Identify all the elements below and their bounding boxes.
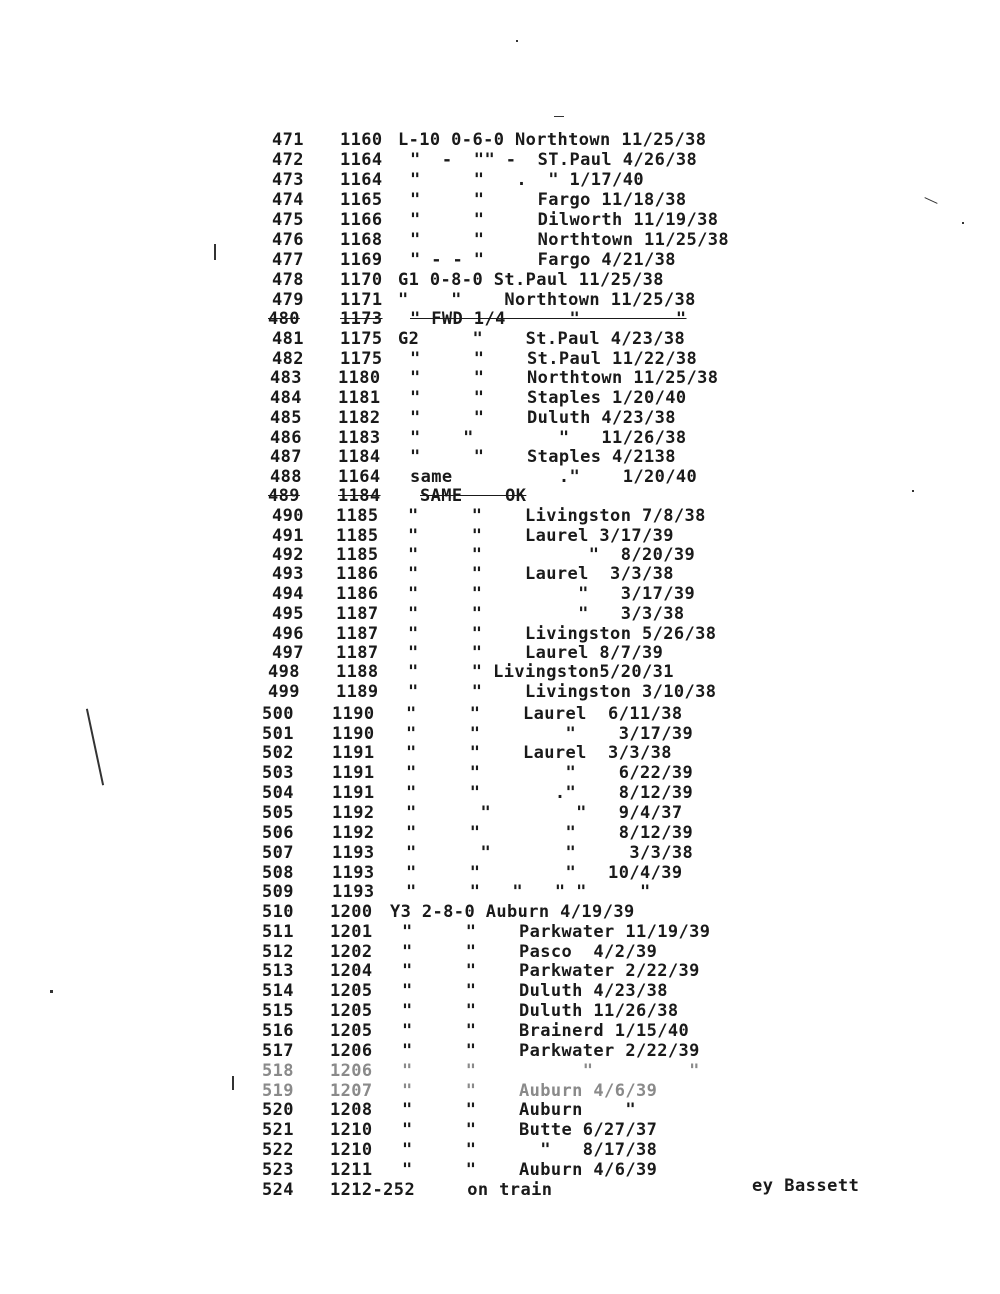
table-row	[0, 506, 1000, 526]
engine-number: 1190	[332, 704, 375, 724]
engine-number: 1205	[330, 1021, 373, 1041]
table-row	[0, 388, 1000, 408]
entry-details: " " " 3/17/39	[408, 584, 696, 604]
engine-number: 1193	[332, 882, 375, 902]
entry-details: " " Laurel 3/3/38	[406, 743, 672, 763]
entry-details: " " Parkwater 2/22/39	[402, 961, 700, 981]
engine-number: 1200	[330, 902, 373, 922]
entry-number: 488	[270, 467, 302, 487]
table-row	[0, 447, 1000, 467]
table-row	[0, 783, 1000, 803]
entry-number: 494	[272, 584, 304, 604]
table-row	[0, 704, 1000, 724]
table-row	[0, 1061, 1000, 1081]
entry-number: 511	[262, 922, 294, 942]
engine-number: 1192	[332, 803, 375, 823]
engine-number: 1166	[340, 210, 383, 230]
table-row	[0, 210, 1000, 230]
entry-details: " " . " 1/17/40	[410, 170, 644, 190]
engine-number: 1164	[340, 150, 383, 170]
entry-details: " " Dilworth 11/19/38	[410, 210, 719, 230]
entry-number: 485	[270, 408, 302, 428]
table-row	[0, 270, 1000, 290]
entry-number: 491	[272, 526, 304, 546]
entry-number: 478	[272, 270, 304, 290]
engine-number: 1164	[338, 467, 381, 487]
engine-number: 1207	[330, 1081, 373, 1101]
table-row	[0, 863, 1000, 883]
entry-number: 490	[272, 506, 304, 526]
entry-number: 515	[262, 1001, 294, 1021]
table-row	[0, 902, 1000, 922]
engine-number: 1175	[340, 349, 383, 369]
entry-number: 479	[272, 290, 304, 310]
engine-number: 1171	[340, 290, 383, 310]
engine-number: 1202	[330, 942, 373, 962]
engine-number: 1183	[338, 428, 381, 448]
entry-details: " " Livingston 3/10/38	[408, 682, 717, 702]
entry-details: " " Livingston5/20/31	[408, 662, 674, 682]
entry-number: 471	[272, 130, 304, 150]
entry-details: " " Duluth 11/26/38	[402, 1001, 679, 1021]
entry-number: 476	[272, 230, 304, 250]
table-row	[0, 743, 1000, 763]
entry-details: " " " 8/12/39	[406, 823, 694, 843]
entry-number: 513	[262, 961, 294, 981]
entry-number: 497	[272, 643, 304, 663]
engine-number: 1169	[340, 250, 383, 270]
entry-number: 505	[262, 803, 294, 823]
entry-number: 487	[270, 447, 302, 467]
entry-details: " - "" - ST.Paul 4/26/38	[410, 150, 698, 170]
table-row	[0, 170, 1000, 190]
entry-details: " " Butte 6/27/37	[402, 1120, 658, 1140]
entry-number: 522	[262, 1140, 294, 1160]
entry-details: " " Staples 4/2138	[410, 447, 676, 467]
table-row	[0, 763, 1000, 783]
engine-number: 1180	[338, 368, 381, 388]
table-row	[0, 250, 1000, 270]
entry-number: 503	[262, 763, 294, 783]
engine-number: 1184	[338, 447, 381, 467]
table-row	[0, 922, 1000, 942]
entry-number: 524	[262, 1180, 294, 1200]
table-row	[0, 1021, 1000, 1041]
entry-number: 495	[272, 604, 304, 624]
table-row	[0, 408, 1000, 428]
entry-number: 501	[262, 724, 294, 744]
entry-number: 504	[262, 783, 294, 803]
entry-details: " FWD 1/4 " "	[410, 309, 687, 329]
entry-details: same ." 1/20/40	[410, 467, 698, 487]
engine-number: 1184	[338, 486, 381, 506]
engine-number: 1181	[338, 388, 381, 408]
engine-number: 1187	[336, 624, 379, 644]
table-row	[0, 1041, 1000, 1061]
entry-details: " " Laurel 6/11/38	[406, 704, 683, 724]
entry-number: 482	[272, 349, 304, 369]
engine-number: 1185	[336, 545, 379, 565]
table-row	[0, 604, 1000, 624]
table-row	[0, 643, 1000, 663]
engine-number: 1188	[336, 662, 379, 682]
table-row	[0, 803, 1000, 823]
engine-number: 1212-252	[330, 1180, 416, 1200]
entry-number: 516	[262, 1021, 294, 1041]
table-row	[0, 428, 1000, 448]
entry-details: " " Auburn 4/6/39	[402, 1081, 658, 1101]
margin-tick	[214, 244, 216, 260]
table-row	[0, 526, 1000, 546]
entry-number: 500	[262, 704, 294, 724]
table-row	[0, 1140, 1000, 1160]
entry-details: " " " 6/22/39	[406, 763, 694, 783]
entry-details: " " St.Paul 11/22/38	[410, 349, 698, 369]
engine-number: 1210	[330, 1140, 373, 1160]
engine-number: 1191	[332, 763, 375, 783]
table-row	[0, 724, 1000, 744]
table-row	[0, 564, 1000, 584]
engine-number: 1211	[330, 1160, 373, 1180]
entry-number: 510	[262, 902, 294, 922]
entry-details: G2 " St.Paul 4/23/38	[398, 329, 686, 349]
entry-number: 483	[270, 368, 302, 388]
table-row	[0, 486, 1000, 506]
table-row	[0, 1100, 1000, 1120]
table-row	[0, 467, 1000, 487]
scan-dot	[962, 222, 964, 224]
entry-number: 486	[270, 428, 302, 448]
scan-dot	[516, 40, 518, 42]
entry-number: 474	[272, 190, 304, 210]
engine-number: 1164	[340, 170, 383, 190]
engine-number: 1189	[336, 682, 379, 702]
entry-number: 523	[262, 1160, 294, 1180]
entry-details: " " " 8/20/39	[408, 545, 696, 565]
entry-details: " " " 3/17/39	[406, 724, 694, 744]
entry-number: 509	[262, 882, 294, 902]
entry-details: " " Northtown 11/25/38	[398, 290, 696, 310]
entry-number: 506	[262, 823, 294, 843]
entry-details: " " Laurel 3/17/39	[408, 526, 674, 546]
scan-dot	[554, 116, 564, 117]
table-row	[0, 961, 1000, 981]
entry-number: 498	[268, 662, 300, 682]
signature-text: ey Bassett	[752, 1176, 860, 1196]
table-row	[0, 823, 1000, 843]
entry-details: " " Parkwater 11/19/39	[402, 922, 711, 942]
table-row	[0, 329, 1000, 349]
entry-number: 502	[262, 743, 294, 763]
engine-number: 1192	[332, 823, 375, 843]
entry-details: " - - " Fargo 4/21/38	[410, 250, 676, 270]
engine-number: 1187	[336, 643, 379, 663]
entry-details: " " Auburn 4/6/39	[402, 1160, 658, 1180]
entry-number: 475	[272, 210, 304, 230]
entry-details: " " Duluth 4/23/38	[402, 981, 668, 1001]
entry-number: 517	[262, 1041, 294, 1061]
table-row	[0, 545, 1000, 565]
entry-number: 492	[272, 545, 304, 565]
engine-number: 1185	[336, 526, 379, 546]
table-row	[0, 368, 1000, 388]
table-row	[0, 662, 1000, 682]
entry-details: " " " 3/3/38	[406, 843, 694, 863]
entry-details: " " " 11/26/38	[410, 428, 687, 448]
scan-dot	[50, 990, 53, 993]
table-row	[0, 942, 1000, 962]
engine-number: 1190	[332, 724, 375, 744]
entry-number: 519	[262, 1081, 294, 1101]
table-row	[0, 150, 1000, 170]
entry-details: G1 0-8-0 St.Paul 11/25/38	[398, 270, 664, 290]
engine-number: 1160	[340, 130, 383, 150]
engine-number: 1185	[336, 506, 379, 526]
engine-number: 1201	[330, 922, 373, 942]
entry-number: 496	[272, 624, 304, 644]
table-row	[0, 190, 1000, 210]
entry-number: 508	[262, 863, 294, 883]
entry-details: " " Livingston 7/8/38	[408, 506, 706, 526]
table-row	[0, 584, 1000, 604]
entry-number: 514	[262, 981, 294, 1001]
entry-details: " " " 3/3/38	[408, 604, 685, 624]
engine-number: 1173	[340, 309, 383, 329]
engine-number: 1165	[340, 190, 383, 210]
entry-number: 507	[262, 843, 294, 863]
table-row	[0, 981, 1000, 1001]
table-row	[0, 882, 1000, 902]
entry-details: " " " 10/4/39	[406, 863, 683, 883]
engine-number: 1175	[340, 329, 383, 349]
entry-details: " " " "	[402, 1061, 700, 1081]
engine-number: 1168	[340, 230, 383, 250]
table-row	[0, 843, 1000, 863]
engine-number: 1191	[332, 783, 375, 803]
entry-number: 480	[268, 309, 300, 329]
entry-number: 512	[262, 942, 294, 962]
table-row	[0, 1001, 1000, 1021]
entry-number: 473	[272, 170, 304, 190]
table-row	[0, 1120, 1000, 1140]
entry-details: " " Brainerd 1/15/40	[402, 1021, 690, 1041]
entry-details: " " Northtown 11/25/38	[410, 230, 730, 250]
engine-number: 1206	[330, 1061, 373, 1081]
entry-number: 481	[272, 329, 304, 349]
entry-number: 472	[272, 150, 304, 170]
table-row	[0, 230, 1000, 250]
engine-number: 1204	[330, 961, 373, 981]
entry-details: " " Staples 1/20/40	[410, 388, 687, 408]
engine-number: 1193	[332, 843, 375, 863]
entry-number: 518	[262, 1061, 294, 1081]
entry-details: Y3 2-8-0 Auburn 4/19/39	[390, 902, 635, 922]
entry-number: 520	[262, 1100, 294, 1120]
table-row	[0, 130, 1000, 150]
entry-details: " " " " " "	[406, 882, 651, 902]
entry-details: SAME OK	[420, 486, 527, 506]
entry-details: " " Pasco 4/2/39	[402, 942, 658, 962]
margin-tick	[232, 1076, 234, 1090]
entry-details: " " " 9/4/37	[406, 803, 683, 823]
entry-number: 521	[262, 1120, 294, 1140]
entry-details: " " Laurel 3/3/38	[408, 564, 674, 584]
entry-details: " " Auburn "	[402, 1100, 636, 1120]
table-row	[0, 682, 1000, 702]
engine-number: 1210	[330, 1120, 373, 1140]
entry-details: " " Livingston 5/26/38	[408, 624, 717, 644]
entry-details: L-10 0-6-0 Northtown 11/25/38	[398, 130, 707, 150]
engine-number: 1170	[340, 270, 383, 290]
table-row	[0, 349, 1000, 369]
engine-number: 1186	[336, 564, 379, 584]
table-row	[0, 290, 1000, 310]
engine-number: 1187	[336, 604, 379, 624]
engine-number: 1193	[332, 863, 375, 883]
engine-number: 1205	[330, 1001, 373, 1021]
entry-details: " " " 8/17/38	[402, 1140, 658, 1160]
engine-number: 1186	[336, 584, 379, 604]
scan-dot	[912, 490, 914, 492]
entry-details: " " Laurel 8/7/39	[408, 643, 664, 663]
entry-details: " " Duluth 4/23/38	[410, 408, 676, 428]
entry-details: " " Northtown 11/25/38	[410, 368, 719, 388]
entry-details: " " ." 8/12/39	[406, 783, 694, 803]
table-row	[0, 624, 1000, 644]
engine-number: 1191	[332, 743, 375, 763]
engine-number: 1205	[330, 981, 373, 1001]
entry-details: " " Parkwater 2/22/39	[402, 1041, 700, 1061]
entry-number: 489	[268, 486, 300, 506]
table-row	[0, 1081, 1000, 1101]
engine-number: 1182	[338, 408, 381, 428]
entry-number: 484	[270, 388, 302, 408]
entry-details: " " Fargo 11/18/38	[410, 190, 687, 210]
entry-number: 499	[268, 682, 300, 702]
entry-number: 493	[272, 564, 304, 584]
table-row	[0, 309, 1000, 329]
entry-details: on train	[446, 1180, 553, 1200]
entry-number: 477	[272, 250, 304, 270]
engine-number: 1208	[330, 1100, 373, 1120]
engine-number: 1206	[330, 1041, 373, 1061]
